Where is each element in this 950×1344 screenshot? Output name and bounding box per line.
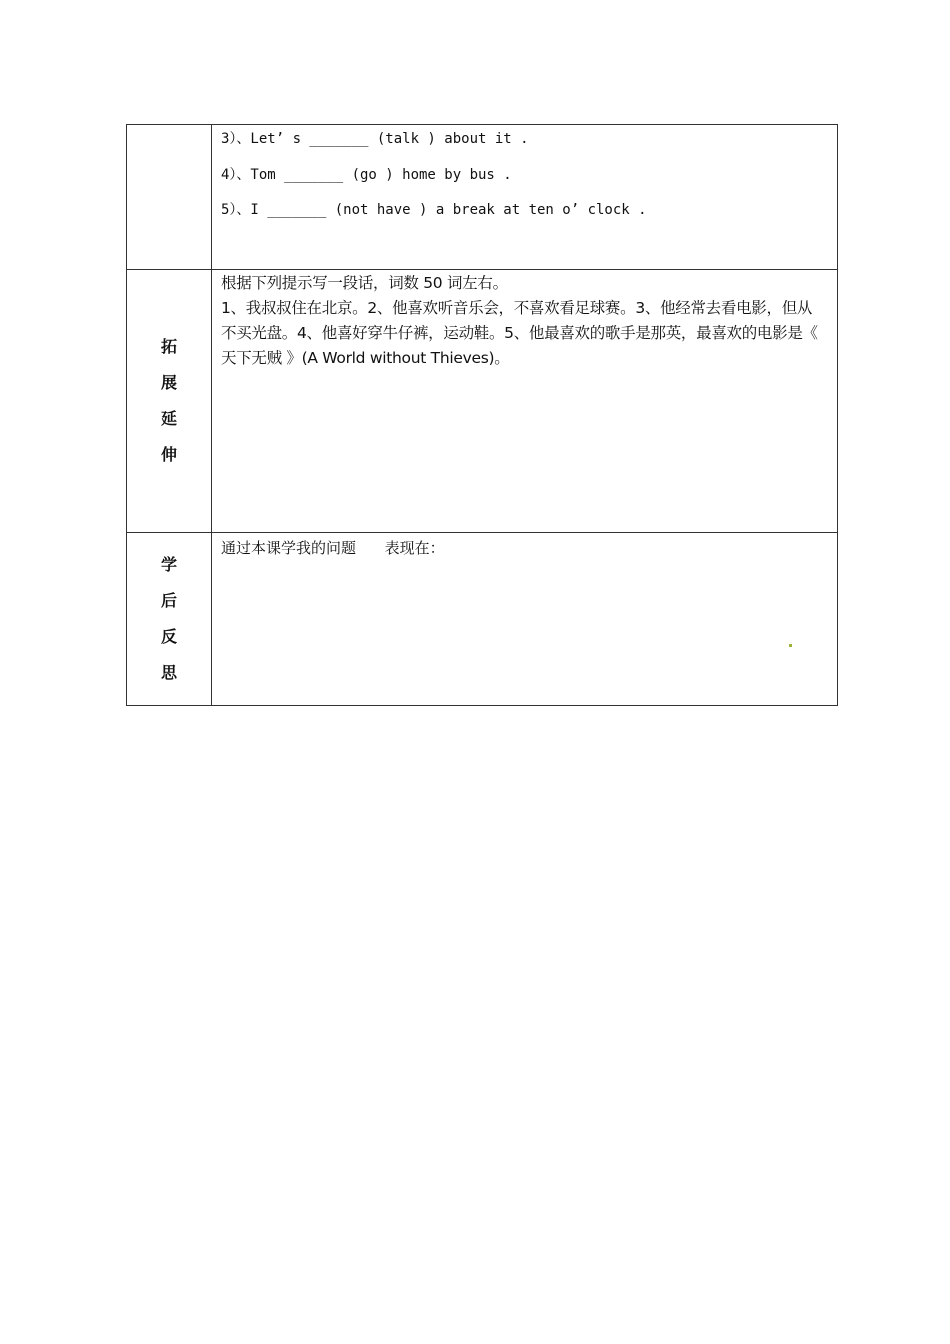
reflection-label-char: 后: [160, 591, 177, 610]
writing-task-title: 根据下列提示写一段话，词数 50 词左右。: [221, 274, 508, 292]
reflection-label-cell: [127, 533, 212, 706]
exercise-content-cell: [212, 125, 838, 270]
exercise-line-4: 4）、Tom _______ (go ) home by bus .: [221, 166, 512, 183]
extension-label-char: 伸: [160, 445, 177, 464]
extension-label-char: 展: [160, 373, 177, 392]
extension-row: [127, 270, 838, 533]
extension-content-cell: [212, 270, 838, 533]
reflection-label-char: 反: [160, 627, 177, 646]
extension-label-cell: [127, 270, 212, 533]
reflection-prompt: 通过本课学我的问题 表现在：: [221, 539, 445, 557]
extension-label-char: 延: [160, 409, 177, 428]
exercise-row: [127, 125, 838, 270]
worksheet-table: [126, 124, 838, 706]
reflection-label-char: 学: [160, 555, 177, 574]
exercise-line-5: 5）、I _______ (not have ) a break at ten o’ clock .: [221, 202, 647, 218]
exercise-line-3: 3）、Let’ s _______ (talk ) about it .: [221, 131, 529, 147]
reflection-row: [127, 533, 838, 706]
exercise-label-cell: [127, 125, 212, 270]
extension-label-char: 拓: [160, 337, 177, 356]
writing-task-prompts: 1、我叔叔住在北京。2、他喜欢听音乐会，不喜欢看足球赛。3、他经常去看电影，但从不买光盘。4、他喜好穿牛仔裤，运动鞋。5、他最喜欢的歌手是那英，最喜欢的电影是《 天下无贼 》(A World without Thieves)。: [221, 299, 818, 367]
reflection-label-char: 思: [160, 663, 177, 682]
stray-dot-mark: [789, 644, 792, 647]
reflection-content-cell: [212, 533, 838, 706]
